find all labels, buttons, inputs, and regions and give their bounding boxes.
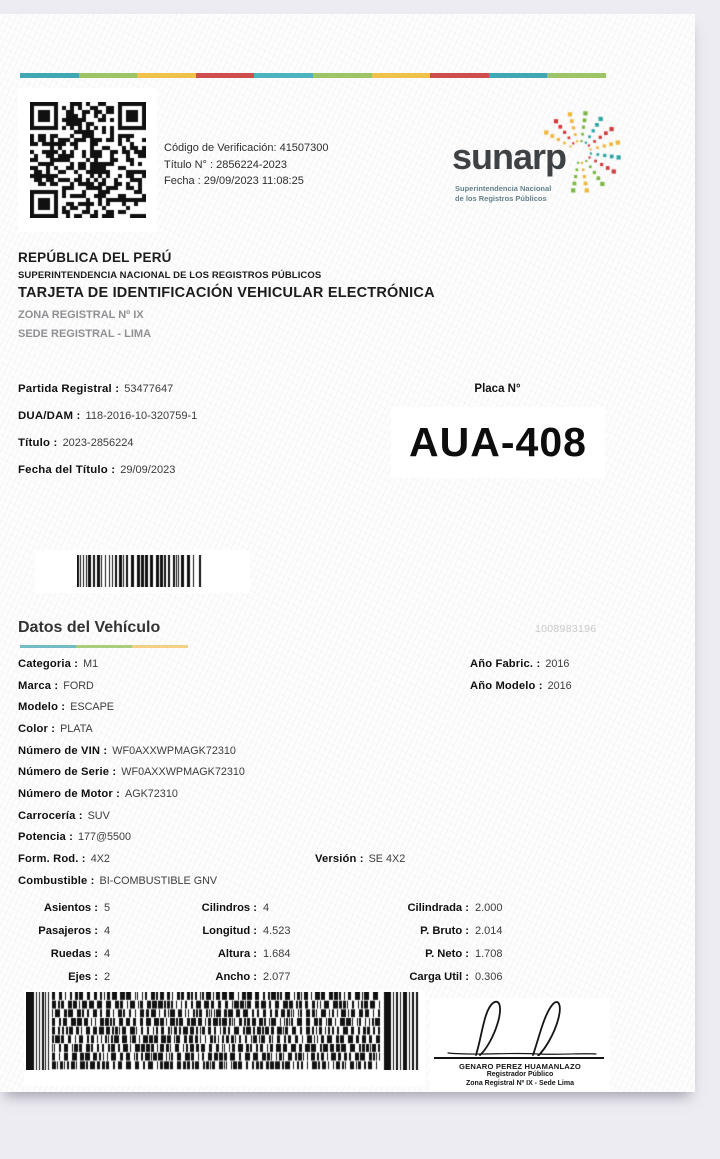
pdf417-barcode-icon: [26, 992, 419, 1070]
specs-row: Ruedas : 4 Altura : 1.684 P. Neto : 1.708: [50, 948, 503, 960]
field-modelo: Modelo : ESCAPE: [18, 701, 114, 713]
barcode-panel: [35, 550, 250, 593]
signature-scribble-icon: [438, 998, 602, 1056]
qr-code-icon: [30, 102, 146, 218]
specs-row: Ejes : 2 Ancho : 2.077 Carga Util : 0.306: [68, 971, 503, 983]
zone-line: ZONA REGISTRAL Nº IX: [18, 309, 144, 321]
field-numero-serie: Número de Serie : WF0AXXWPMAGK72310: [18, 766, 245, 778]
specs-row: Asientos : 5 Cilindros : 4 Cilindrada : 2.000: [43, 902, 503, 914]
field-carroceria: Carrocería : SUV: [18, 810, 110, 822]
sunarp-caption: Superintendencia Nacional de los Registros Públicos: [455, 184, 552, 203]
pdf417-barcode-panel: [24, 990, 425, 1086]
field-partida-registral: Partida Registral : 53477647: [18, 383, 174, 395]
field-numero-motor: Número de Motor : AGK72310: [18, 788, 178, 800]
field-ano-modelo: Año Modelo : 2016: [470, 680, 572, 692]
seat-line: SEDE REGISTRAL - LIMA: [18, 328, 152, 340]
sunarp-wordmark: sunarp: [452, 136, 567, 177]
verification-code: Código de Verificación: 41507300: [164, 142, 329, 154]
field-color: Color : PLATA: [18, 723, 93, 735]
plate-number-value: AUA-408: [409, 419, 587, 465]
field-titulo: Título : 2023-2856224: [18, 437, 134, 449]
field-fecha-titulo: Fecha del Título : 29/09/2023: [18, 464, 176, 476]
field-categoria: Categoria : M1: [18, 658, 99, 670]
watermark-number: 1008983196: [535, 623, 597, 635]
plate-number-label: Placa N°: [474, 383, 521, 395]
plate-number-box: [391, 407, 605, 478]
document-header: [18, 250, 435, 340]
verification-title-number: Título N° : 2856224-2023: [164, 158, 288, 171]
registrar-zone: Zona Registral Nº IX - Sede Lima: [466, 1080, 574, 1087]
verification-block: [164, 140, 329, 190]
field-potencia: Potencia : 177@5500: [18, 831, 131, 843]
field-numero-vin: Número de VIN : WF0AXXWPMAGK72310: [18, 745, 236, 757]
registrar-name: GENARO PEREZ HUAMANLAZO: [459, 1062, 581, 1071]
field-marca: Marca : FORD: [18, 680, 94, 692]
vehicle-section-title: Datos del Vehículo: [18, 619, 161, 636]
verification-date: Fecha : 29/09/2023 11:08:25: [164, 175, 304, 187]
signature-block: [430, 998, 610, 1092]
field-version: Versión : SE 4X2: [315, 853, 406, 865]
document-page: [0, 14, 695, 1092]
qr-code-panel: [18, 88, 157, 232]
signature-line: [434, 1057, 604, 1059]
country-title: REPÚBLICA DEL PERÚ: [18, 250, 172, 265]
org-title: SUPERINTENDENCIA NACIONAL DE LOS REGISTROS PÚBLICOS: [18, 270, 322, 281]
field-ano-fabric: Año Fabric. : 2016: [470, 658, 570, 670]
sunarp-logo: [448, 100, 630, 228]
top-color-divider: [20, 73, 606, 78]
registrar-role: Registrador Público: [486, 1071, 554, 1078]
barcode-1d-icon: [77, 555, 203, 587]
field-combustible: Combustible : BI-COMBUSTIBLE GNV: [18, 875, 218, 887]
field-dua-dam: DUA/DAM : 118-2016-10-320759-1: [18, 410, 198, 422]
specs-row: Pasajeros : 4 Longitud : 4.523 P. Bruto : 2.014: [38, 925, 503, 937]
vehicle-section-underline: [20, 645, 188, 648]
field-form-rod: Form. Rod. : 4X2: [18, 853, 110, 865]
page-title: TARJETA DE IDENTIFICACIÓN VEHICULAR ELECTRÓNICA: [18, 285, 435, 301]
